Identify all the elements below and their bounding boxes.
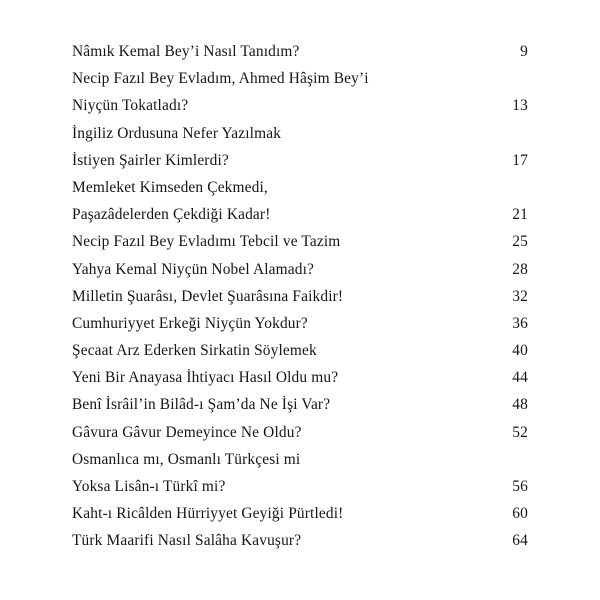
toc-entry-title: Milletin Şuarâsı, Devlet Şuarâsına Faikdir!: [72, 287, 344, 305]
toc-dot-leader: [336, 394, 505, 409]
toc-dot-leader: [307, 530, 505, 545]
toc-line[interactable]: [72, 364, 528, 391]
toc-entry-title: Şecaat Arz Ederken Sirkatin Söylemek: [72, 342, 317, 360]
toc-line[interactable]: [72, 228, 528, 255]
toc-entry[interactable]: [72, 364, 528, 391]
toc-line-continuation[interactable]: [72, 120, 528, 147]
toc-dot-leader: [317, 340, 505, 355]
toc-entry-title: Necip Fazıl Bey Evladım, Ahmed Hâşim Bey’i: [72, 70, 369, 88]
toc-entry-title: İstiyen Şairler Kimlerdi?: [72, 151, 229, 169]
toc-line[interactable]: [72, 337, 528, 364]
toc-entry[interactable]: [72, 527, 528, 554]
toc-entry[interactable]: [72, 256, 528, 283]
toc-line[interactable]: [72, 38, 528, 65]
toc-dot-leader: [270, 204, 505, 219]
toc-page-number: 44: [512, 369, 528, 387]
toc-line[interactable]: [72, 147, 528, 174]
toc-entry[interactable]: [72, 120, 528, 174]
toc-page-number: 56: [512, 478, 528, 495]
toc-dot-leader: [188, 95, 505, 110]
toc-line[interactable]: [72, 473, 528, 500]
toc-entry-title: Paşazâdelerden Çekdiği Kadar!: [72, 206, 271, 224]
toc-line[interactable]: [72, 201, 528, 228]
toc-entry[interactable]: [72, 38, 528, 65]
toc-line[interactable]: [72, 419, 528, 446]
toc-entry-title: Gâvura Gâvur Demeyince Ne Oldu?: [72, 423, 302, 441]
toc-entry-title: Niyçün Tokatladı?: [72, 97, 189, 115]
toc-entry-title: Osmanlıca mı, Osmanlı Türkçesi mi: [72, 450, 301, 468]
toc-line-continuation[interactable]: [72, 174, 528, 201]
toc-entry-title: İngiliz Ordusuna Nefer Yazılmak: [72, 124, 282, 142]
toc-line[interactable]: [72, 391, 528, 418]
toc-entry-title: Yoksa Lisân-ı Türkî mi?: [72, 478, 226, 495]
toc-page-number: 17: [512, 151, 528, 169]
toc-entry-title: Cumhuriyyet Erkeği Niyçün Yokdur?: [72, 314, 308, 332]
toc-entry-title: Yahya Kemal Niyçün Nobel Alamadı?: [72, 260, 315, 278]
toc-page-number: 48: [512, 396, 528, 414]
toc-entry-title: Necip Fazıl Bey Evladımı Tebcil ve Tazim: [72, 233, 341, 251]
toc-entry-title: Nâmık Kemal Bey’i Nasıl Tanıdım?: [72, 43, 300, 60]
toc-entry[interactable]: [72, 174, 528, 228]
toc-line[interactable]: [72, 283, 528, 310]
toc-page-number: 40: [512, 342, 528, 360]
toc-page-number: 25: [512, 233, 528, 251]
toc-entry[interactable]: [72, 228, 528, 255]
toc-page-number: 13: [512, 97, 528, 115]
toc-dot-leader: [302, 421, 505, 436]
toc-entry-title: Yeni Bir Anayasa İhtiyacı Hasıl Oldu mu?: [72, 369, 339, 387]
toc-line-continuation[interactable]: [72, 446, 528, 473]
toc-page-number: 52: [512, 423, 528, 441]
toc-entry[interactable]: [72, 283, 528, 310]
toc-dot-leader: [349, 503, 505, 518]
toc-entry-title: Memleket Kimseden Çekmedi,: [72, 178, 268, 196]
toc-dot-leader: [320, 258, 505, 273]
toc-dot-leader: [346, 231, 505, 246]
toc-page-number: 9: [520, 43, 528, 60]
toc-entry[interactable]: [72, 65, 528, 119]
toc-entry[interactable]: [72, 310, 528, 337]
toc-list: [72, 38, 528, 555]
toc-line[interactable]: [72, 256, 528, 283]
toc-entry[interactable]: [72, 500, 528, 527]
toc-entry-title: Benî İsrâil’in Bilâd-ı Şam’da Ne İşi Var?: [72, 396, 331, 414]
toc-dot-leader: [235, 149, 505, 164]
toc-entry[interactable]: [72, 446, 528, 500]
toc-entry-title: Türk Maarifi Nasıl Salâha Kavuşur?: [72, 532, 302, 550]
toc-dot-leader: [225, 476, 505, 491]
toc-page-number: 60: [512, 505, 528, 523]
toc-line-continuation[interactable]: [72, 65, 528, 92]
toc-dot-leader: [344, 367, 505, 382]
toc-dot-leader: [349, 285, 505, 300]
toc-page-number: 21: [512, 206, 528, 224]
toc-line[interactable]: [72, 92, 528, 119]
toc-entry[interactable]: [72, 391, 528, 418]
toc-entry[interactable]: [72, 419, 528, 446]
toc-page-number: 32: [512, 287, 528, 305]
toc-dot-leader: [308, 312, 505, 327]
toc-page-number: 64: [512, 532, 528, 550]
toc-page-number: 36: [512, 314, 528, 332]
toc-dot-leader: [306, 41, 505, 56]
toc-page-number: 28: [512, 260, 528, 278]
toc-entry[interactable]: [72, 337, 528, 364]
toc-line[interactable]: [72, 310, 528, 337]
toc-entry-title: Kaht-ı Ricâlden Hürriyyet Geyiği Pürtledi!: [72, 505, 344, 523]
toc-line[interactable]: [72, 527, 528, 554]
toc-line[interactable]: [72, 500, 528, 527]
